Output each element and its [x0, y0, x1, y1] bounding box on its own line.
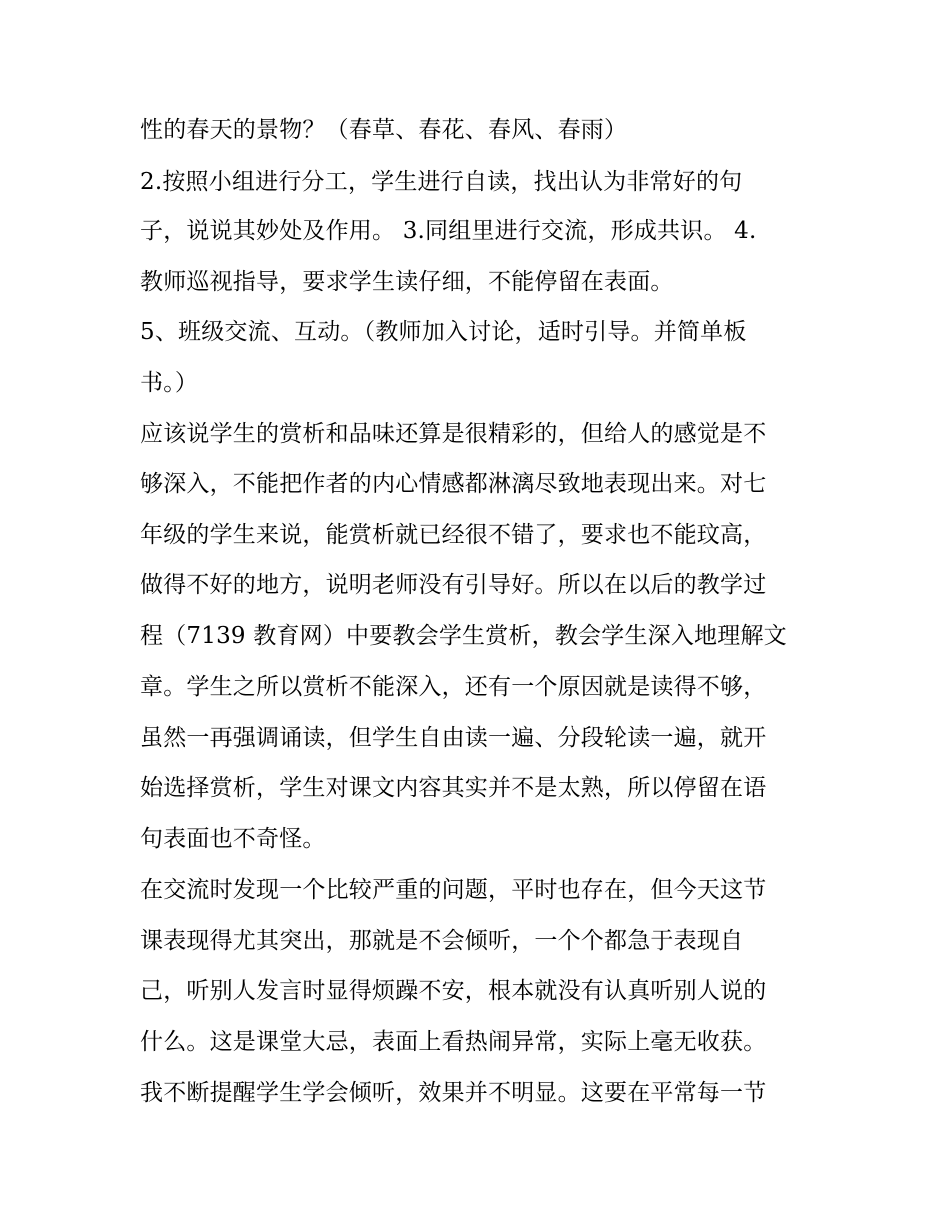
text-line: 够深入，不能把作者的内心情感都淋漓尽致地表现出来。对七	[140, 471, 767, 497]
text-line: 5、班级交流、互动。（教师加入讨论，适时引导。并简单板	[140, 319, 747, 345]
text-line: 虽然一再强调诵读，但学生自由读一遍、分段轮读一遍，就开	[140, 725, 767, 751]
text-line: 子，说说其妙处及作用。 3.同组里进行交流，形成共识。 4.	[140, 218, 757, 244]
text-line: 我不断提醒学生学会倾听，效果并不明显。这要在平常每一节	[140, 1080, 767, 1106]
text-line: 什么。这是课堂大忌，表面上看热闹异常，实际上毫无收获。	[140, 1029, 767, 1055]
text-line: 书。）	[140, 370, 199, 396]
text-line: 2.按照小组进行分工，学生进行自读，找出认为非常好的句	[140, 169, 743, 195]
text-line: 做得不好的地方，说明老师没有引导好。所以在以后的教学过	[140, 572, 767, 598]
text-line: 应该说学生的赏析和品味还算是很精彩的，但给人的感觉是不	[140, 421, 767, 447]
text-line: 始选择赏析，学生对课文内容其实并不是太熟，所以停留在语	[140, 775, 767, 801]
text-line: 己，听别人发言时显得烦躁不安，根本就没有认真听别人说的	[140, 978, 767, 1004]
text-line: 性的春天的景物？（春草、春花、春风、春雨）	[140, 117, 628, 143]
text-line: 教师巡视指导，要求学生读仔细，不能停留在表面。	[140, 269, 674, 295]
text-line: 程（7139 教育网）中要教会学生赏析，教会学生深入地理解文	[140, 623, 787, 649]
text-line: 年级的学生来说，能赏析就已经很不错了，要求也不能玟高，	[140, 522, 767, 548]
text-line: 课表现得尤其突出，那就是不会倾听，一个个都急于表现自	[140, 928, 744, 954]
text-line: 句表面也不奇怪。	[140, 826, 326, 852]
text-line: 章。学生之所以赏析不能深入，还有一个原因就是读得不够，	[140, 674, 767, 700]
text-line: 在交流时发现一个比较严重的问题，平时也存在，但今天这节	[140, 877, 767, 903]
